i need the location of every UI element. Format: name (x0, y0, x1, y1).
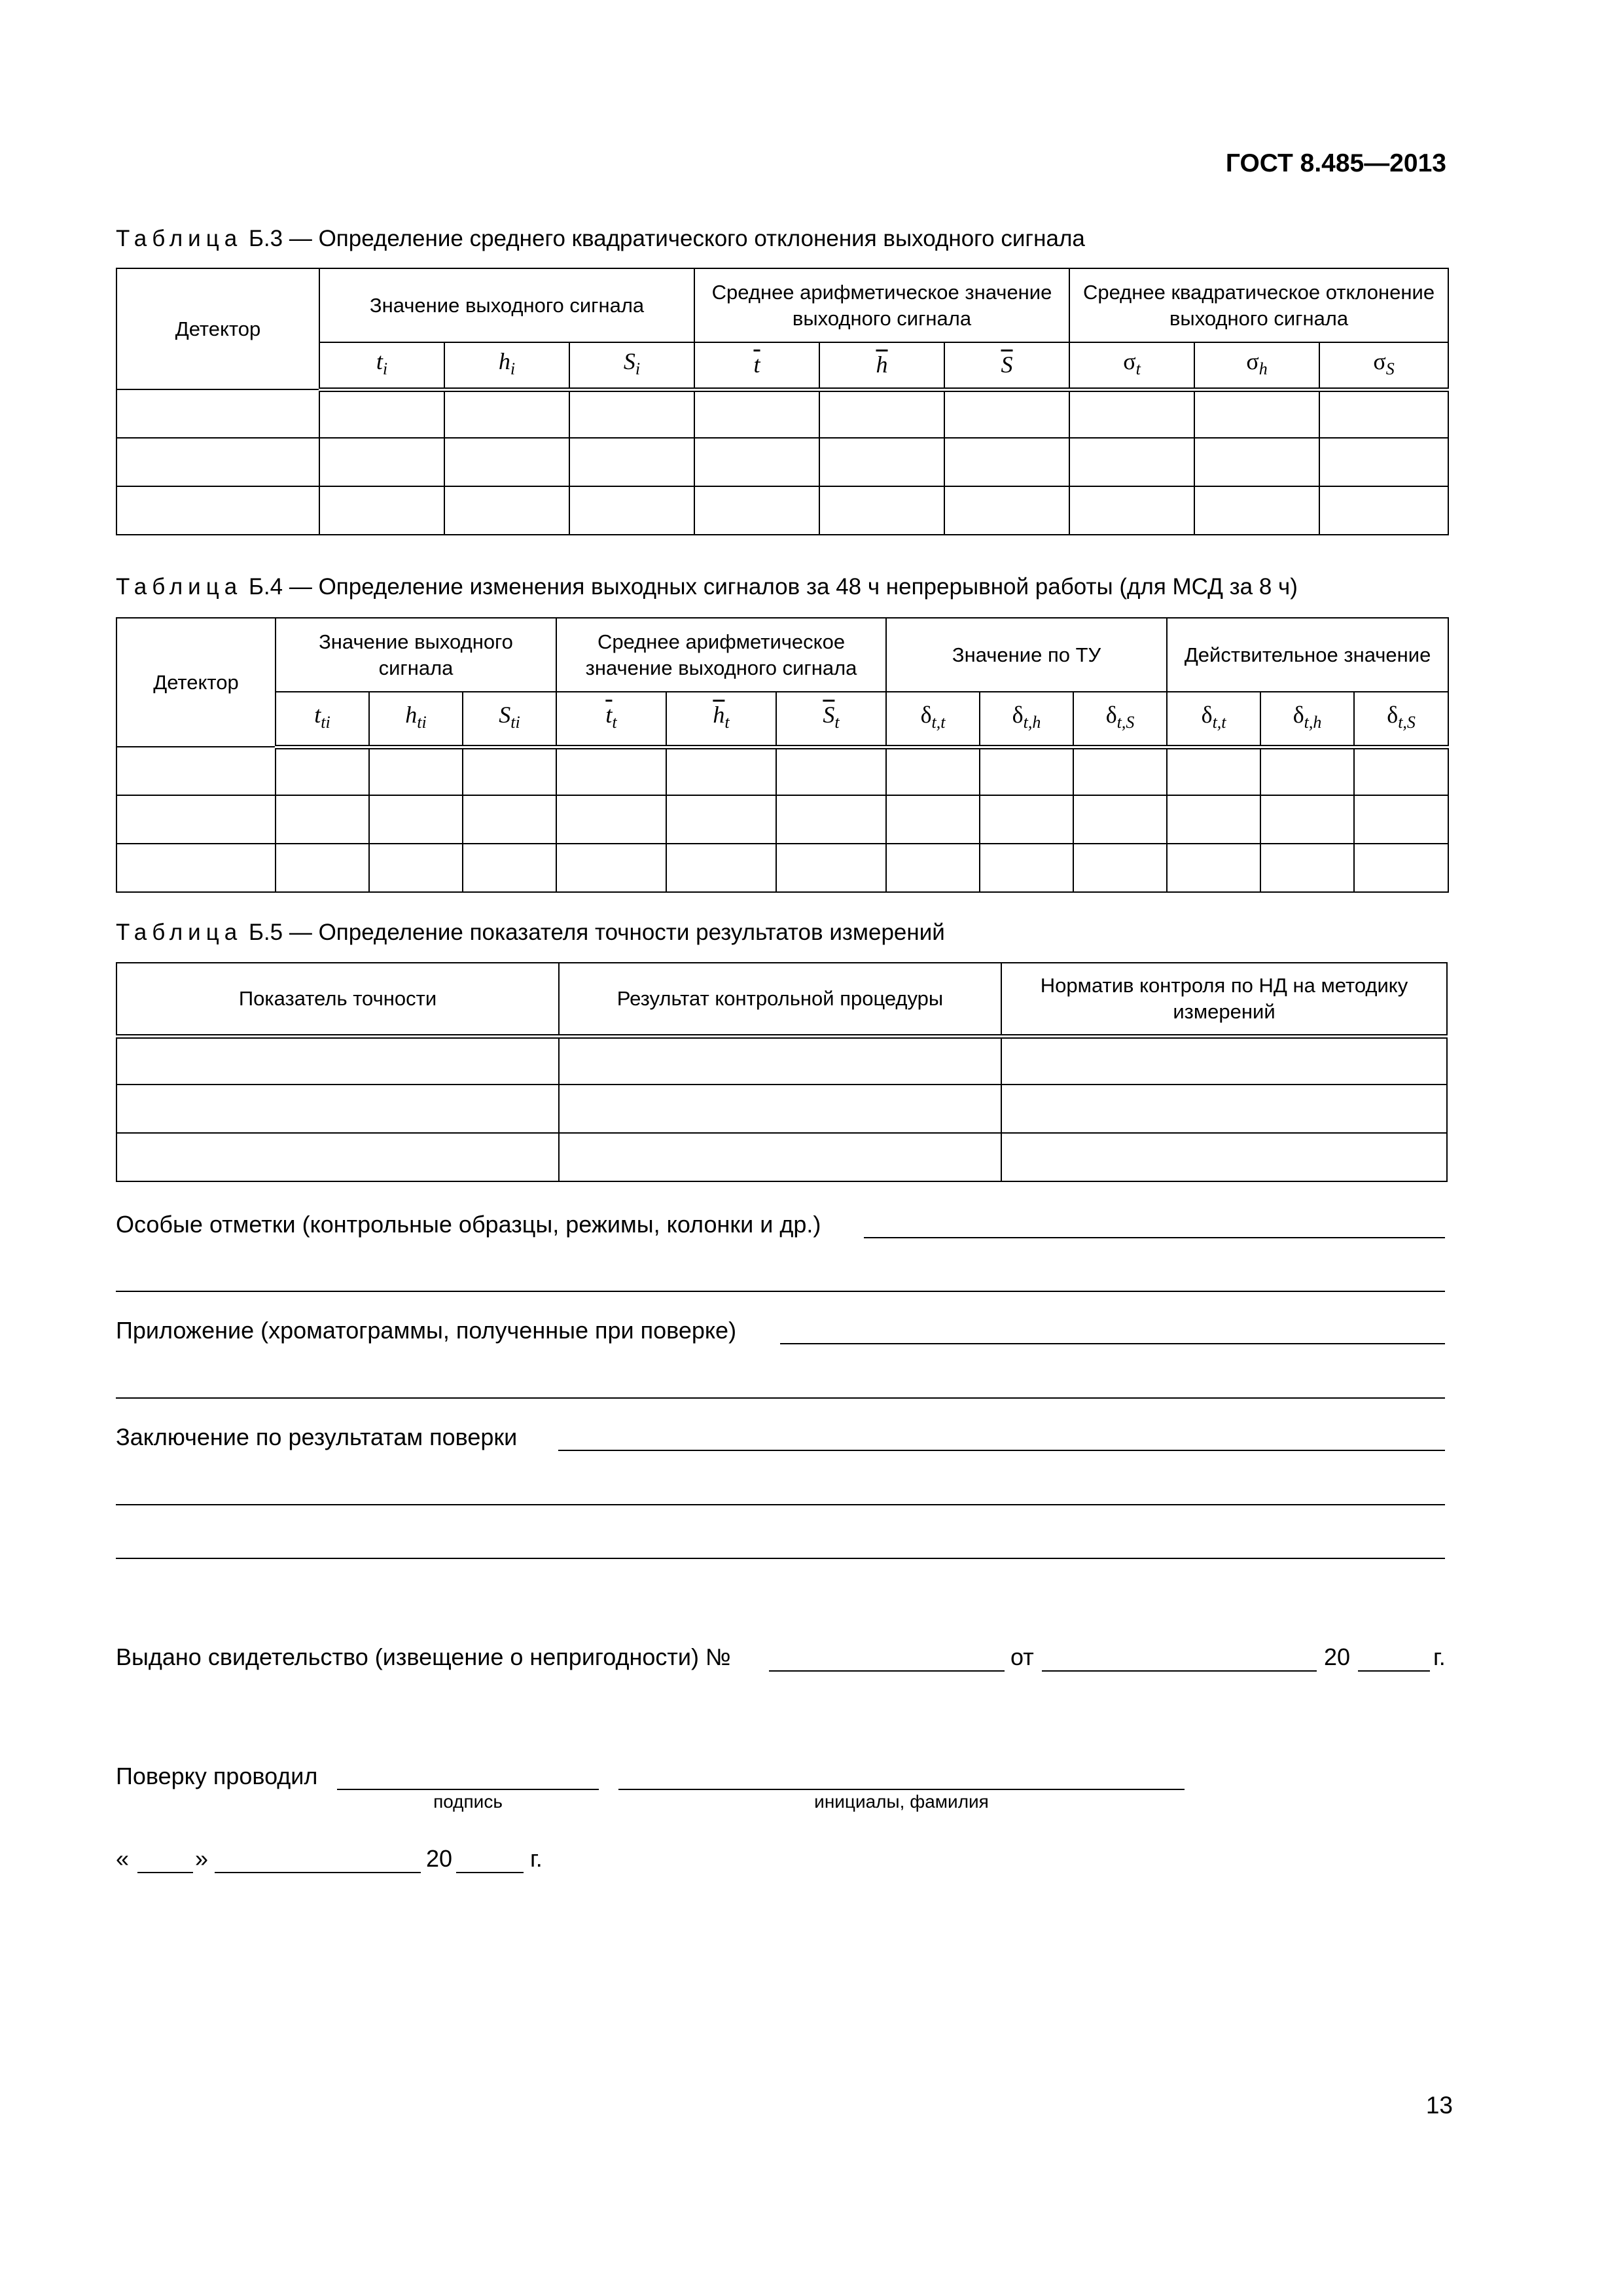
table-cell[interactable] (980, 795, 1073, 844)
table-cell[interactable] (556, 844, 666, 892)
table-cell[interactable] (463, 844, 556, 892)
table-cell[interactable] (1194, 389, 1319, 438)
date-day-field[interactable] (137, 1872, 193, 1873)
header-t-i: $t_i$ (319, 342, 444, 389)
table-cell[interactable] (116, 438, 319, 486)
table-cell[interactable] (569, 389, 694, 438)
conclusion-field-line-2[interactable] (116, 1504, 1445, 1505)
table-cell[interactable] (559, 1085, 1001, 1133)
table-cell[interactable] (1073, 844, 1167, 892)
header-detector: Детектор (116, 618, 276, 747)
conclusion-field[interactable] (558, 1450, 1445, 1451)
date-year-prefix: 20 (426, 1845, 453, 1872)
header-control-standard: Норматив контроля по НД на методику измерений (1001, 963, 1447, 1036)
header-sigma-t: $\sigma_t$ (1069, 342, 1194, 389)
header-spec-value: Значение по ТУ (886, 618, 1167, 692)
table-cell[interactable] (319, 486, 444, 535)
table-cell[interactable] (369, 844, 463, 892)
table-cell[interactable] (1319, 486, 1448, 535)
table-cell[interactable] (559, 1133, 1001, 1181)
table-cell[interactable] (776, 747, 886, 795)
table-row (116, 1133, 1447, 1181)
table-b5-caption (116, 920, 945, 946)
header-delta-tt-spec: $\delta_{t,t}$ (886, 692, 980, 747)
certificate-date-field[interactable] (1042, 1670, 1317, 1672)
table-b3-caption-prefix: Таблица (116, 226, 243, 251)
table-cell[interactable] (776, 844, 886, 892)
table-cell[interactable] (116, 844, 276, 892)
certificate-year-prefix: 20 (1324, 1643, 1351, 1670)
certificate-number-field[interactable] (769, 1670, 1005, 1672)
appendix-field[interactable] (780, 1343, 1445, 1344)
table-b5 (116, 962, 1448, 1182)
table-cell[interactable] (694, 486, 819, 535)
header-sigma-s: $\sigma_S$ (1319, 342, 1448, 389)
table-cell[interactable] (569, 486, 694, 535)
header-s-mean: $\overline{S}$ (944, 342, 1069, 389)
header-output-signal-value: Значение выходного сигнала (276, 618, 556, 692)
table-b5-caption-text: Б.5 — Определение показателя точности результатов измерений (242, 920, 945, 945)
header-t-ti: $t_{ti}$ (276, 692, 369, 747)
table-b3 (116, 268, 1449, 535)
header-t-mean: $\overline{t}$ (694, 342, 819, 389)
appendix-label: Приложение (хроматограммы, полученные при поверке) (116, 1317, 737, 1344)
table-cell[interactable] (559, 1036, 1001, 1085)
table-cell[interactable] (694, 438, 819, 486)
table-cell[interactable] (1260, 844, 1354, 892)
header-control-result: Результат контрольной процедуры (559, 963, 1001, 1036)
table-b3-caption-text: Б.3 — Определение среднего квадратического отклонения выходного сигнала (242, 226, 1085, 251)
table-cell[interactable] (666, 747, 776, 795)
table-cell[interactable] (276, 844, 369, 892)
table-cell[interactable] (369, 747, 463, 795)
header-arithmetic-mean: Среднее арифметическое значение выходного сигнала (556, 618, 886, 692)
table-cell[interactable] (1167, 747, 1260, 795)
signature-field[interactable] (337, 1789, 599, 1790)
header-delta-ts-actual: $\delta_{t,S}$ (1354, 692, 1448, 747)
table-cell[interactable] (116, 747, 276, 795)
table-cell[interactable] (116, 1036, 559, 1085)
table-row (116, 795, 1448, 844)
conclusion-field-line-3[interactable] (116, 1558, 1445, 1559)
table-b4-caption-prefix: Таблица (116, 574, 243, 600)
table-cell[interactable] (819, 438, 944, 486)
table-row (116, 486, 1448, 535)
table-cell[interactable] (1354, 844, 1448, 892)
table-cell[interactable] (1319, 389, 1448, 438)
table-cell[interactable] (666, 795, 776, 844)
table-cell[interactable] (819, 486, 944, 535)
appendix-field-line-2[interactable] (116, 1397, 1445, 1399)
header-t-mean-t: $\overline{t}_t$ (556, 692, 666, 747)
table-cell[interactable] (1194, 486, 1319, 535)
table-cell[interactable] (1354, 795, 1448, 844)
conclusion-label: Заключение по результатам поверки (116, 1424, 518, 1450)
table-cell[interactable] (1260, 795, 1354, 844)
table-cell[interactable] (319, 389, 444, 438)
table-cell[interactable] (116, 486, 319, 535)
header-actual-value: Действительное значение (1167, 618, 1448, 692)
header-delta-th-spec: $\delta_{t,h}$ (980, 692, 1073, 747)
table-cell[interactable] (569, 438, 694, 486)
special-marks-field-line-2[interactable] (116, 1291, 1445, 1292)
header-s-ti: $S_{ti}$ (463, 692, 556, 747)
table-b4-caption-text: Б.4 — Определение изменения выходных сигналов за 48 ч непрерывной работы (для МСД за 8 ч) (242, 574, 1298, 600)
table-row (116, 747, 1448, 795)
table-cell[interactable] (819, 389, 944, 438)
table-cell[interactable] (1167, 795, 1260, 844)
table-cell[interactable] (1073, 795, 1167, 844)
header-accuracy-indicator: Показатель точности (116, 963, 559, 1036)
certificate-issued-label: Выдано свидетельство (извещение о непригодности) № (116, 1643, 731, 1670)
table-cell[interactable] (319, 438, 444, 486)
header-delta-ts-spec: $\delta_{t,S}$ (1073, 692, 1167, 747)
header-detector: Детектор (116, 268, 319, 389)
date-quote-close: » (195, 1845, 209, 1872)
table-cell[interactable] (1354, 747, 1448, 795)
table-cell[interactable] (556, 747, 666, 795)
date-month-field[interactable] (215, 1872, 421, 1873)
table-cell[interactable] (944, 438, 1069, 486)
table-cell[interactable] (1069, 486, 1194, 535)
header-delta-th-actual: $\delta_{t,h}$ (1260, 692, 1354, 747)
header-output-signal-value: Значение выходного сигнала (319, 268, 694, 342)
header-h-ti: $h_{ti}$ (369, 692, 463, 747)
table-cell[interactable] (1069, 389, 1194, 438)
table-cell[interactable] (944, 389, 1069, 438)
table-cell[interactable] (1001, 1085, 1447, 1133)
date-year-suffix: г. (530, 1845, 543, 1872)
table-cell[interactable] (444, 389, 569, 438)
header-standard-deviation: Среднее квадратическое отклонение выходного сигнала (1069, 268, 1448, 342)
header-s-i: $S_i$ (569, 342, 694, 389)
date-quote-open: « (116, 1845, 130, 1872)
table-b4-caption (116, 574, 1298, 600)
table-cell[interactable] (1319, 438, 1448, 486)
table-cell[interactable] (1069, 438, 1194, 486)
header-h-mean: $\overline{h}$ (819, 342, 944, 389)
table-cell[interactable] (1260, 747, 1354, 795)
page-number: 13 (1425, 2092, 1453, 2119)
table-cell[interactable] (886, 844, 980, 892)
special-marks-field[interactable] (864, 1237, 1445, 1238)
table-cell[interactable] (463, 795, 556, 844)
initials-caption: инициалы, фамилия (814, 1791, 989, 1812)
table-row (116, 1085, 1447, 1133)
certificate-from-label: от (1010, 1643, 1034, 1670)
table-b4 (116, 617, 1449, 893)
table-cell[interactable] (369, 795, 463, 844)
certificate-year-field[interactable] (1358, 1670, 1430, 1672)
table-row (116, 438, 1448, 486)
table-cell[interactable] (1167, 844, 1260, 892)
table-cell[interactable] (556, 795, 666, 844)
table-cell[interactable] (776, 795, 886, 844)
special-marks-label: Особые отметки (контрольные образцы, режимы, колонки и др.) (116, 1211, 821, 1238)
header-s-mean-t: $\overline{S}_t$ (776, 692, 886, 747)
table-cell[interactable] (980, 844, 1073, 892)
header-h-i: $h_i$ (444, 342, 569, 389)
table-cell[interactable] (116, 1085, 559, 1133)
table-cell[interactable] (1001, 1036, 1447, 1085)
table-cell[interactable] (444, 486, 569, 535)
table-cell[interactable] (944, 486, 1069, 535)
table-b3-caption (116, 226, 1085, 252)
table-cell[interactable] (1073, 747, 1167, 795)
table-cell[interactable] (276, 747, 369, 795)
table-row (116, 844, 1448, 892)
table-cell[interactable] (276, 795, 369, 844)
table-row (116, 389, 1448, 438)
performed-by-label: Поверку проводил (116, 1763, 318, 1789)
table-cell[interactable] (116, 1133, 559, 1181)
initials-field[interactable] (618, 1789, 1185, 1790)
table-row (116, 1036, 1447, 1085)
header-arithmetic-mean: Среднее арифметическое значение выходного сигнала (694, 268, 1069, 342)
header-delta-tt-actual: $\delta_{t,t}$ (1167, 692, 1260, 747)
table-cell[interactable] (463, 747, 556, 795)
table-cell[interactable] (980, 747, 1073, 795)
table-cell[interactable] (1001, 1133, 1447, 1181)
table-b5-caption-prefix: Таблица (116, 920, 243, 945)
certificate-year-suffix: г. (1433, 1643, 1446, 1670)
table-cell[interactable] (886, 795, 980, 844)
table-cell[interactable] (116, 795, 276, 844)
header-h-mean-t: $\overline{h}_t$ (666, 692, 776, 747)
table-cell[interactable] (444, 438, 569, 486)
date-year-field[interactable] (456, 1872, 524, 1873)
signature-caption: подпись (433, 1791, 503, 1812)
table-cell[interactable] (116, 389, 319, 438)
table-cell[interactable] (694, 389, 819, 438)
document-standard-number: ГОСТ 8.485—2013 (1225, 149, 1446, 177)
table-cell[interactable] (886, 747, 980, 795)
header-sigma-h: $\sigma_h$ (1194, 342, 1319, 389)
table-cell[interactable] (1194, 438, 1319, 486)
table-cell[interactable] (666, 844, 776, 892)
